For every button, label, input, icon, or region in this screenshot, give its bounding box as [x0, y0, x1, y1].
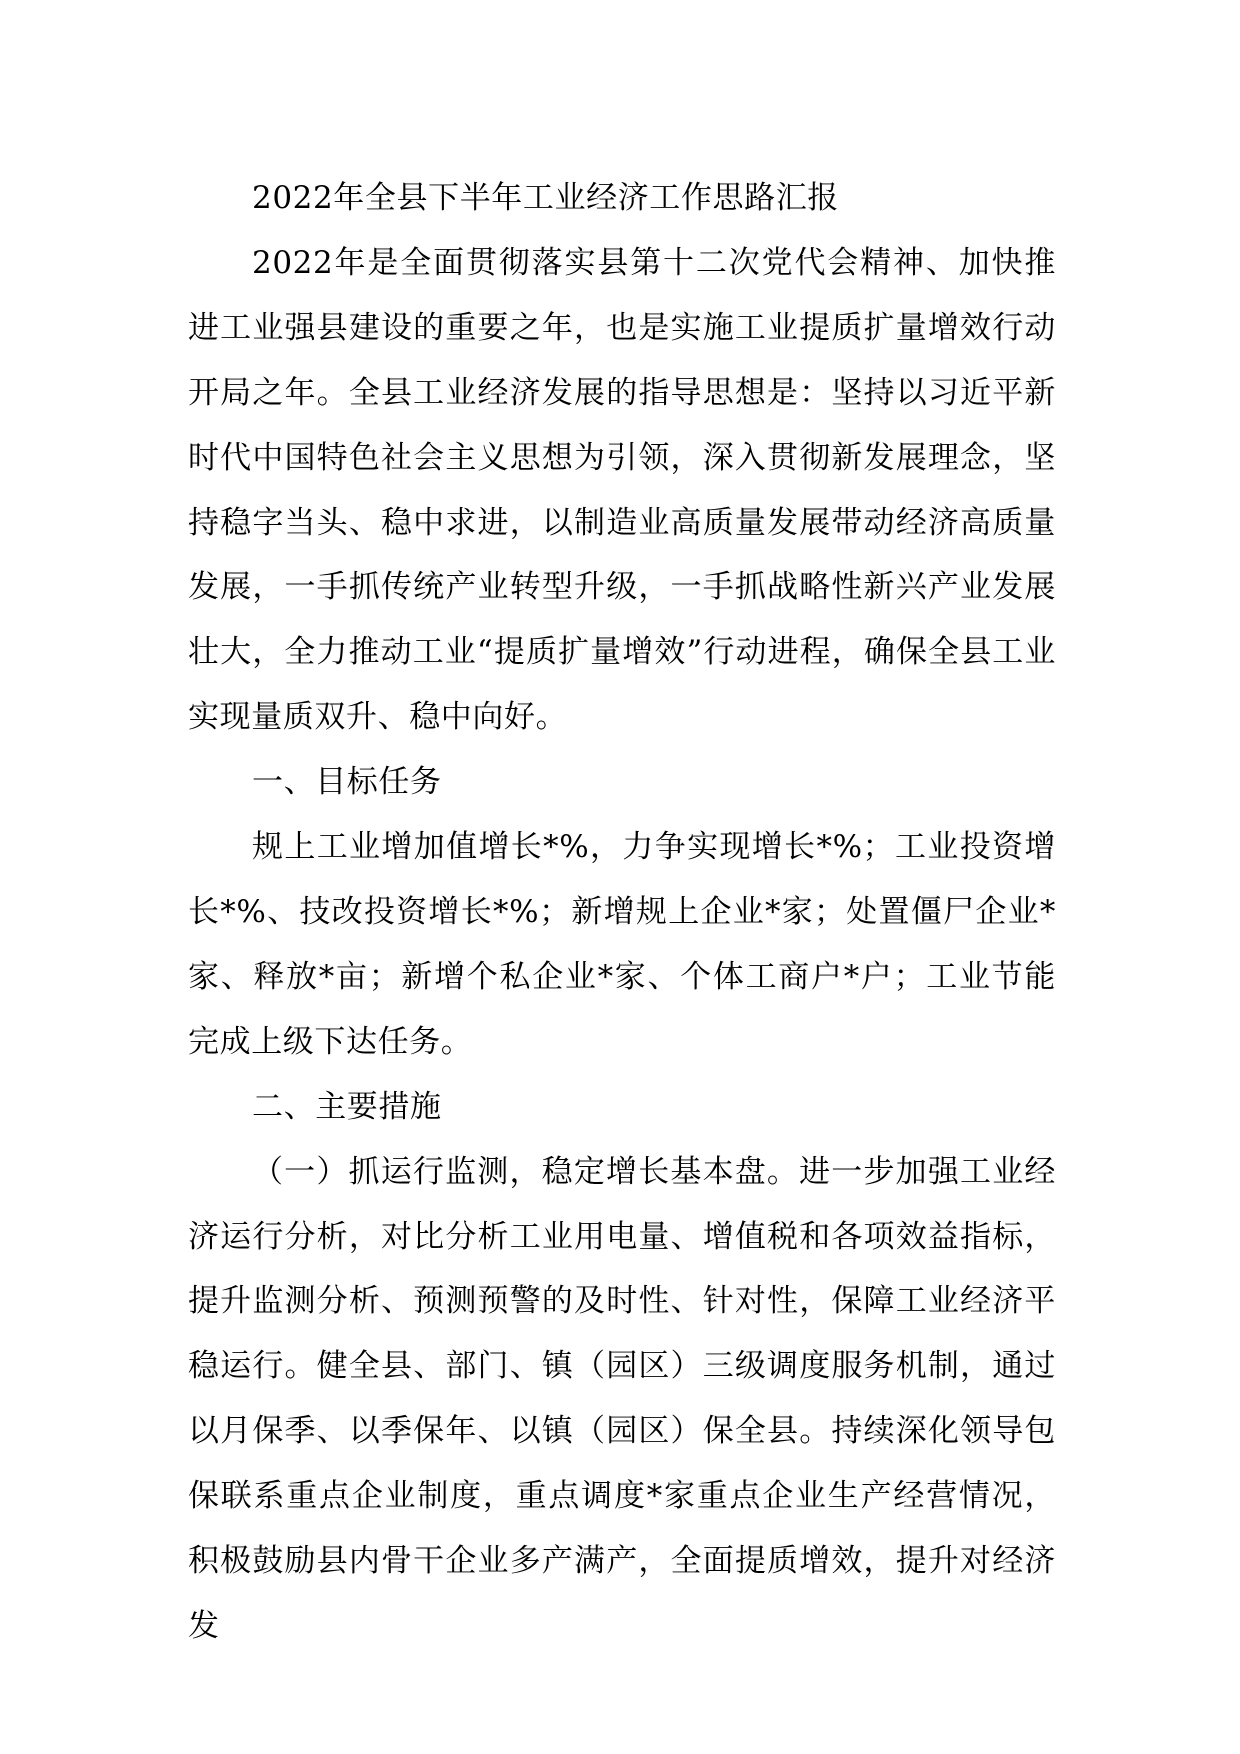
section-heading-goals: 一、目标任务 — [252, 764, 442, 801]
intro-paragraph: 2022年是全面贯彻落实县第十二次党代会精神、加快推进工业强县建设的重要之年，也是实施工业提质扩量增效行动开局之年。全县工业经济发展的指导思想是：坚持以习近平新时代中国特色社会主义思想为引领，深入贯彻新发展理念，坚持稳字当头、稳中求进，以制造业高质量发展带动经济高质量发展，一手抓传统产业转型升级，一手抓战略性新兴产业发展壮大，全力推动工业“提质扩量增效”行动进程，确保全县工业实现量质双升、稳中向好。 — [188, 244, 1056, 736]
document-title: 2022年全县下半年工业经济工作思路汇报 — [252, 180, 839, 216]
document-body — [188, 166, 1056, 1659]
goals-paragraph: 规上工业增加值增长*%，力争实现增长*%；工业投资增长*%、技改投资增长*%；新增规上企业*家；处置僵尸企业*家、释放*亩；新增个私企业*家、个体工商户*户；工业节能完成上级下达任务。 — [188, 829, 1056, 1060]
measures-paragraph-1: （一）抓运行监测，稳定增长基本盘。进一步加强工业经济运行分析，对比分析工业用电量、增值税和各项效益指标，提升监测分析、预测预警的及时性、针对性，保障工业经济平稳运行。健全县、部门、镇（园区）三级调度服务机制，通过以月保季、以季保年、以镇（园区）保全县。持续深化领导包保联系重点企业制度，重点调度*家重点企业生产经营情况，积极鼓励县内骨干企业多产满产，全面提质增效，提升对经济发 — [188, 1153, 1056, 1644]
section-heading-measures: 二、主要措施 — [252, 1088, 442, 1125]
